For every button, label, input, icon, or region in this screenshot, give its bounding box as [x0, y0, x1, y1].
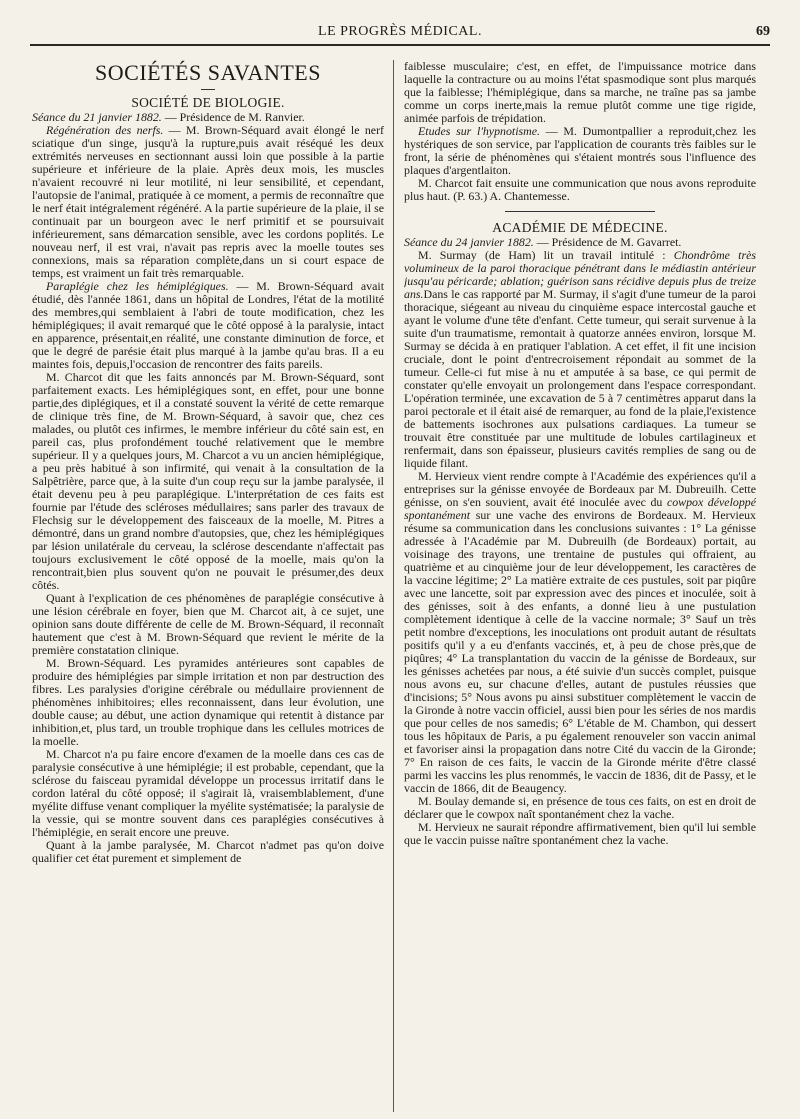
paragraph-charcot-1: M. Charcot dit que les faits annoncés par M. Brown-Séquard, sont parfaitement exacts. Les hémiplégiques sont, en effet, pour une bonne partie,des diplégiques, et il a constaté souvent la vérité de cette remarque de clinique très fine, de M. Brown-Séquard, à savoir que, chez ces malades, ou plutôt ces infirmes, le membre inférieur du côté sain est, en pareil cas, plus profondément touché relativement que le membre supérieur. Il y a quelques jours, M. Charcot a vu un ancien hémiplégique, a peu près habitué à son infirmité, qui venait à la consultation de la Salpêtrière, parce que, à la suite d'un coup reçu sur la jambe paralysée, il était devenu peu à peu paraplégique. L'interprétation de ces faits est fournie par l'étude des scléroses médullaires; sans parler des travaux de Flechsig sur le développement des faisceaux de la moelle, M. Pitres a démontré, dans un grand nombre d'autopsies, que, chez les hémiplégiques par lésion unilatérale du cerveau, la sclérose descendante n'affectait pas toujours exclusivement le côté opposé de la moelle, mais qu'on la rencontrait,bien plus souvent qu'on ne pouvait le présumer,des deux côtés. — [32, 370, 384, 592]
surmay-title: Chondrôme très volumineux de la paroi thoracique pénétrant dans le médiastin antérieur jusqu'au péricarde; ablation; guérison sans récidive depuis plus de treize ans. — [404, 248, 756, 301]
journal-title: LE PROGRÈS MÉDICAL. — [318, 24, 482, 39]
paraplegie-body: — M. Brown-Séquard avait étudié, dès l'année 1861, dans un hôpital de Londres, l'état de la motilité des membres,qui semblaient à l'abri de toute modification, chez les hémiplégiques; il avait remarqué que le côté opposé à la paralysie, intact en apparence, présentait,en réalité, une constante diminution de force, et que le degré de parésie était plus marqué à la jambe qu'au bras. Il a eu maintes fois, depuis,l'occasion de rencontrer des faits pareils. — [32, 279, 384, 371]
hervieux-cowpox: cowpox développé spontanément — [404, 495, 756, 522]
seance-presidence-academie: — Présidence de M. Gavarret. — [533, 235, 682, 249]
paragraph-quant: Quant à l'explication de ces phénomènes de paraplégie consécutive à une lésion cérébrale en foyer, bien que M. Charcot ait, à ce sujet, une opinion sans doute différente de celle de M. Brown-Séquard, il reconnaît hautement que c'est à M. Brown-Séquard que revient le mérite de la première constatation clinique. — [32, 591, 384, 657]
left-column — [32, 60, 384, 1112]
hervieux-lead: M. Hervieux vient rendre compte à l'Académie des expériences qu'il a entreprises sur la génisse envoyée de Bordeaux par M. Dubreuilh. Cette génisse, on s'en souvient, avait été inoculée avec du — [404, 469, 756, 509]
paragraph-hervieux — [404, 470, 756, 795]
hervieux-body: sur une vache des environs de Bordeaux. M. Hervieux résume sa communication dans les conclusions suivantes : 1° La génisse adressée à l'Académie par M. Dubreuilh (de Bordeaux) portait, au voisinage des trayons, une trentaine de pustules qui offraient, au quatrième et au cinquième jour de leur développement, les caractères de la vaccine légitime; 2° La matière extraite de ces pustules, soit par piqûre avec une lancette, soit par expression avec des pinces et inoculée, soit à des génisses, soit à des enfants, a donné lieu à une pustulation complètement identique à celle de la vaccine normale; 3° Sauf un très petit nombre d'exceptions, les inoculations ont produit autant de résultats positifs qu'il y a eu d'enfants vaccinés, et, à peu de chose près,que de piqûres; 4° La transplantation du vaccin de la génisse de Bordeaux, sur les génisses achetées par nous, a été suivie d'un succès complet, puisque nous avons eu, sur chacune d'elles, autant de pustules réussies que d'incisions; 5° Nous avons pu ainsi substituer complètement le vaccin de la Gironde à notre vaccin officiel, aussi bien pour les séries de nos mardis que pour celles de nos samedis; 6° L'étable de M. Chambon, qui dessert tous les hôpitaux de Paris, a pu également renouveler son vaccin animal et favoriser ainsi la propagation dans notre Cité du vaccin de la Gironde; 7° En raison de ces faits, le vaccin de la Gironde mérite d'être classé parmi les vaccins les plus renommés, le vaccin de 1836, dit de Passy, et le vaccin de 1866, dit de Beaugency. — [404, 508, 756, 795]
paragraph-regeneration — [32, 124, 384, 280]
seance-presidence: — Présidence de M. Ranvier. — [161, 110, 305, 124]
paragraph-etudes — [404, 125, 756, 177]
etudes-heading: Etudes sur l'hypnotisme. — [418, 124, 540, 138]
paragraph-charcot-3: M. Charcot fait ensuite une communication que nous avons reproduite plus haut. (P. 63.) A. Chantemesse. — [404, 176, 756, 203]
paragraph-charcot-2: M. Charcot n'a pu faire encore d'examen de la moelle dans ces cas de paralysie consécutive à une hémiplégie; il est probable, cependant, que la sclérose du faisceau pyramidal développe un processus irritatif dans le cordon latéral du côté opposé; il s'agirait là, vraisemblablement, d'une myélite diffuse venant compliquer la myélite systématisée; la paralysie de la vessie, qui se montre souvent dans ces paraplégies consécutives à l'hémiplégie, en serait encore une preuve. — [32, 747, 384, 839]
paragraph-surmay — [404, 249, 756, 470]
column-divider — [393, 60, 394, 1112]
surmay-lead: M. Surmay (de Ham) lit un travail intitulé : — [418, 248, 674, 262]
title-rule — [201, 89, 215, 90]
paragraph-hervieux-2: M. Hervieux ne saurait répondre affirmativement, bien qu'il lui semble que le vaccin puisse naître spontanément chez la vache. — [404, 820, 756, 847]
paragraph-faiblesse: faiblesse musculaire; c'est, en effet, de l'impuissance motrice dans laquelle la contracture ou au moins l'état spasmodique sont plus marqués que la faiblesse; l'hémiplégique, dans sa marche, ne traîne pas sa jambe comme un corps inerte,mais la remue plutôt comme une tige rigide, animée parfois de trépidation. — [404, 60, 756, 125]
section-title-academie: ACADÉMIE DE MÉDECINE. — [492, 220, 668, 235]
etudes-body: — M. Dumontpallier a reproduit,chez les hystériques de son service, par l'application de courants très faibles sur le front, la série de phénomènes qui s'étaient montrés sous l'influence des plaques d'argentlaiton. — [404, 124, 756, 177]
paragraph-brown-sequard: M. Brown-Séquard. Les pyramides antérieures sont capables de produire des hémiplégies par simple irritation et non par destruction des fibres. Les paralysies d'origine cérébrale ou médullaire proviennent de phénomènes inhibitoires; elles reconnaissent, dans leur évolution, une double cause; au début, une action dynamique qui retentit à distance par inhibition,et, plus tard, un trouble trophique dans les cellules motrices de la moelle. — [32, 656, 384, 748]
page-number: 69 — [756, 24, 770, 39]
seance-date-academie: Séance du 24 janvier 1882. — [404, 235, 534, 249]
paragraph-boulay: M. Boulay demande si, en présence de tous ces faits, on est en droit de déclarer que le cowpox naît spontanément chez la vache. — [404, 794, 756, 821]
regeneration-heading: Régénération des nerfs. — [46, 123, 164, 137]
main-title: SOCIÉTÉS SAVANTES — [95, 60, 321, 85]
seance-date: Séance du 21 janvier 1882. — [32, 110, 162, 124]
regeneration-body: — M. Brown-Séquard avait élongé le nerf sciatique d'un singe, jusqu'à la rupture,puis avait réséqué les deux extrémités nerveuses en sectionnant aussi loin que possible à la partie supérieure et inférieure de la plaie. Après deux mois, les muscles n'avaient recouvré ni leur motilité, ni leur sensibilité, et cependant, l'autopsie de l'animal, pratiquée à ce moment, a permis de reconnaître que le nerf était intégralement régénéré. A la partie supérieure de la plaie, il se continuait par un bourgeon avec le nerf primitif et se poursuivait inférieurement, sans démarcation sensible, avec les cordons poplités. Le nouveau nerf, il est vrai, n'avait pas repris avec la moelle toutes ses connexions, mais sa réparation complète,dans un si court espace de temps, est vraiment un fait très remarquable. — [32, 123, 384, 280]
right-column — [404, 60, 756, 1112]
running-header — [30, 22, 770, 46]
paraplegie-heading: Paraplégie chez les hémiplégiques. — [46, 279, 229, 293]
section-title-biologie: SOCIÉTÉ DE BIOLOGIE. — [131, 95, 285, 110]
section-rule — [505, 211, 655, 212]
paragraph-quant-2: Quant à la jambe paralysée, M. Charcot n'admet pas qu'on doive qualifier cet état purement et simplement de — [32, 838, 384, 865]
paragraph-paraplegie — [32, 280, 384, 371]
surmay-body: Dans le cas rapporté par M. Surmay, il s'agit d'une tumeur de la paroi thoracique, siégeant au niveau du cinquième espace intercostal gauche et ayant le volume d'une tête d'enfant. Cette tumeur, qui serait survenue à la suite d'un traumatisme, remontait à quatorze années environ, lorsque M. Surmay se décida à en pratiquer l'ablation. A cet effet, il fit une incision cruciale, dont le point d'entrecroisement répondait au sommet de la tumeur. Celle-ci fut mise à nu et amputée à sa base, ce qui permit de constater qu'elle envoyait un prolongement dans l'espace correspondant. L'opération terminée, une excavation de 5 à 7 centimètres apparut dans la paroi pectorale et il était aisé de remarquer, au fond de la plaie,l'existence de battements isochrones aux pulsations cardiaques. La tumeur se trouvait être constituée par une multitude de lobules cartilagineux et renfermait, dans son épaisseur, plusieurs cavités remplies de sang ou de liquide filant. — [404, 287, 756, 470]
